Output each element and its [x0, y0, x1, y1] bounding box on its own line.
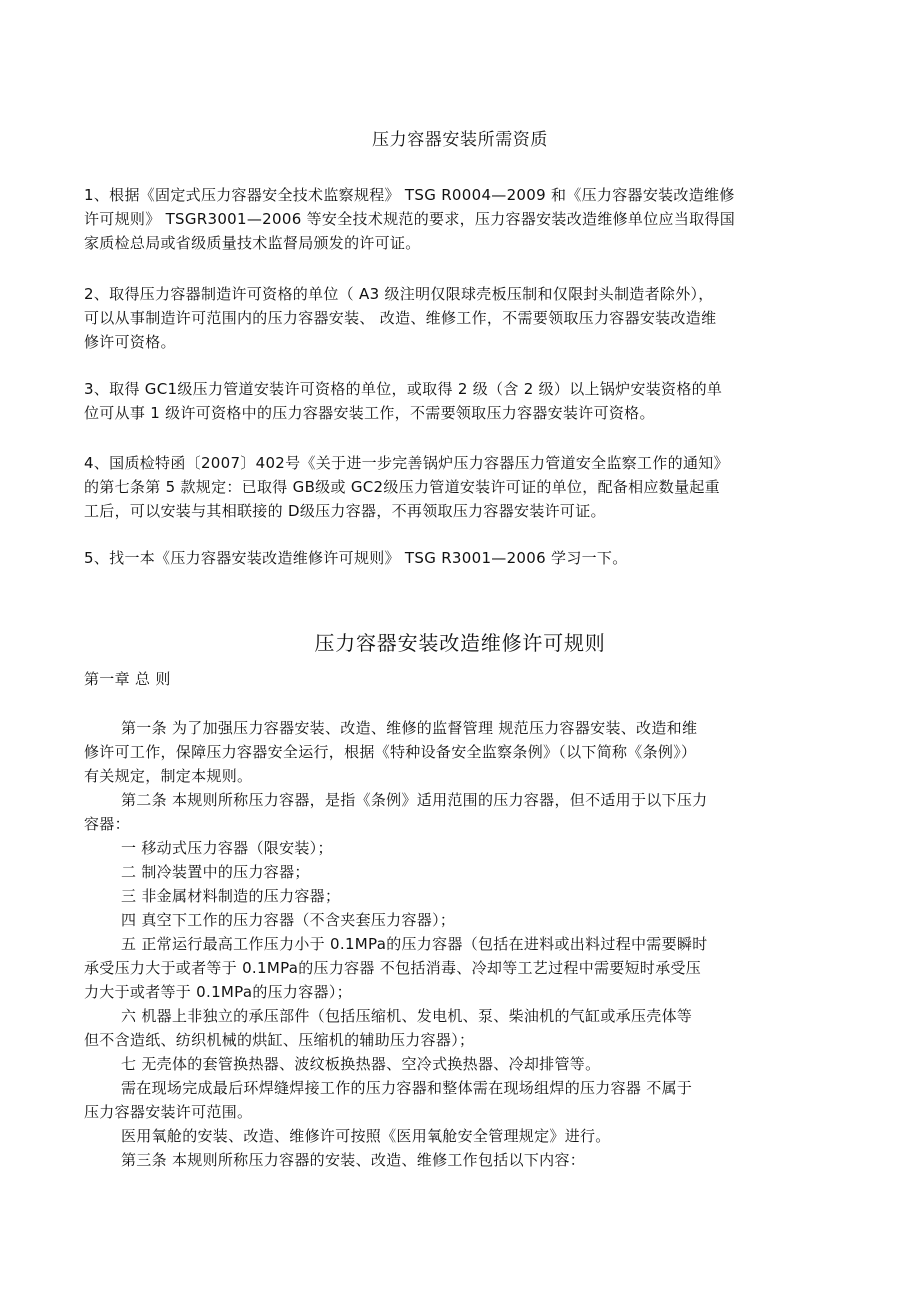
rules-title: 压力容器安装改造维修许可规则 [314, 631, 606, 655]
exclusion-4: 四 真空下工作的压力容器（不含夹套压力容器）； [121, 911, 456, 929]
item-1-line-1: 1、根据《固定式压力容器安全技术监察规程》 TSG R0004—2009 和《压力容器安装改造维修 [84, 186, 735, 204]
item-3-line-1: 3、取得 GC1级压力管道安装许可资格的单位，或取得 2 级（含 2 级）以上锅炉安装资格的单 [84, 380, 723, 398]
item-2-line-1: 2、取得压力容器制造许可资格的单位（ A3 级注明仅限球壳板压制和仅限封头制造者除外）， [84, 285, 714, 303]
article-1-line-2: 修许可工作，保障压力容器安全运行，根据《特种设备安全监察条例》（以下简称《条例》） [84, 743, 697, 761]
exclusion-7: 七 无壳体的套管换热器、波纹板换热器、空冷式换热器、冷却排管等。 [121, 1055, 601, 1073]
onsite-note-line-2: 压力容器安装许可范围。 [84, 1103, 253, 1121]
item-1-line-3: 家质检总局或省级质量技术监督局颁发的许可证。 [84, 234, 421, 252]
exclusion-5-line-3: 力大于或者等于 0.1MPa的压力容器）； [84, 983, 352, 1001]
item-4-line-3: 工后，可以安装与其相联接的 D级压力容器，不再领取压力容器安装许可证。 [84, 502, 606, 520]
item-1-line-2: 许可规则》 TSGR3001—2006 等安全技术规范的要求，压力容器安装改造维修单位应当取得国 [84, 210, 736, 228]
item-4-line-1: 4、国质检特函〔2007〕402号《关于进一步完善锅炉压力容器压力管道安全监察工作的通知》 [84, 454, 729, 472]
onsite-note-line-1: 需在现场完成最后环焊缝焊接工作的压力容器和整体需在现场组焊的压力容器 不属于 [121, 1079, 693, 1097]
article-3-line-1: 第三条 本规则所称压力容器的安装、改造、维修工作包括以下内容： [121, 1151, 586, 1169]
item-4-line-2: 的第七条第 5 款规定：已取得 GB级或 GC2级压力管道安装许可证的单位，配备相应数量起重 [84, 478, 720, 496]
exclusion-2: 二 制冷装置中的压力容器； [121, 863, 310, 881]
article-2-line-1: 第二条 本规则所称压力容器，是指《条例》适用范围的压力容器，但不适用于以下压力 [121, 791, 708, 809]
chapter-heading: 第一章 总 则 [84, 670, 171, 688]
article-2-line-2: 容器： [84, 815, 130, 833]
oxygen-chamber-note: 医用氧舱的安装、改造、维修许可按照《医用氧舱安全管理规定》进行。 [121, 1127, 611, 1145]
article-1-line-1: 第一条 为了加强压力容器安装、改造、维修的监督管理 规范压力容器安装、改造和维 [121, 719, 698, 737]
article-1-line-3: 有关规定，制定本规则。 [84, 767, 253, 785]
exclusion-5-line-1: 五 正常运行最高工作压力小于 0.1MPa的压力容器（包括在进料或出料过程中需要瞬时 [121, 935, 708, 953]
exclusion-6-line-2: 但不含造纸、纺织机械的烘缸、压缩机的辅助压力容器）； [84, 1031, 475, 1049]
item-2-line-2: 可以从事制造许可范围内的压力容器安装、 改造、维修工作，不需要领取压力容器安装改造维 [84, 309, 717, 327]
section-title-qualifications: 压力容器安装所需资质 [372, 130, 548, 150]
exclusion-3: 三 非金属材料制造的压力容器； [121, 887, 341, 905]
exclusion-1: 一 移动式压力容器（限安装）； [121, 839, 333, 857]
exclusion-5-line-2: 承受压力大于或者等于 0.1MPa的压力容器 不包括消毒、冷却等工艺过程中需要短时承受压 [84, 959, 702, 977]
exclusion-6-line-1: 六 机器上非独立的承压部件（包括压缩机、发电机、泵、柴油机的气缸或承压壳体等 [121, 1007, 693, 1025]
item-3-line-2: 位可从事 1 级许可资格中的压力容器安装工作，不需要领取压力容器安装许可资格。 [84, 404, 655, 422]
item-2-line-3: 修许可资格。 [84, 333, 176, 351]
item-5-line: 5、找一本《压力容器安装改造维修许可规则》 TSG R3001—2006 学习一下。 [84, 549, 628, 567]
